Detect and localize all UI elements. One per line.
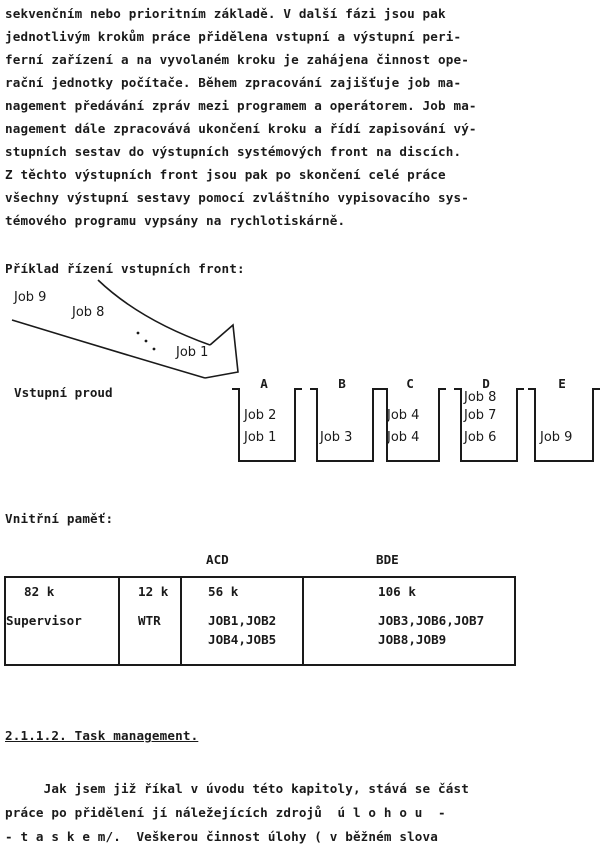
memory-size: 56 k [208, 584, 239, 599]
ellipsis-dot [137, 332, 140, 335]
memory-header-bde: BDE [376, 552, 399, 567]
table-row [5, 577, 515, 665]
queue-name: E [558, 376, 566, 391]
stream-job: Job 1 [176, 345, 209, 360]
queue-job: Job 3 [320, 430, 353, 445]
text-line: sekvenčním nebo prioritním základě. V další fázi jsou pak [5, 6, 446, 21]
queue-box-b [316, 388, 374, 462]
queue-job: Job 2 [244, 408, 277, 423]
memory-size: 12 k [138, 584, 169, 599]
memory-cell-acd [181, 577, 303, 665]
ellipsis-dot [153, 348, 156, 351]
text-line: nagement předávání zpráv mezi programem a operátorem. Job ma- [5, 98, 477, 113]
queue-job: Job 4 [387, 408, 420, 423]
stream-job: Job 9 [14, 290, 47, 305]
queue-name: C [406, 376, 414, 391]
text-line: Z těchto výstupních front jsou pak po skončení celé práce [5, 167, 446, 182]
queue-job: Job 9 [540, 430, 573, 445]
queue-box-e [534, 388, 594, 462]
text-line: jednotlivým krokům práce přidělena vstupní a výstupní peri- [5, 29, 462, 44]
text-line: Jak jsem již říkal v úvodu této kapitoly, stává se část [5, 781, 469, 796]
section-heading: 2.1.1.2. Task management. [5, 728, 199, 743]
memory-cell-wtr [119, 577, 181, 665]
queue-job: Job 4 [387, 430, 420, 445]
arrow-head [205, 325, 238, 378]
memory-heading: Vnitřní paměť: [5, 511, 114, 526]
queue-name: B [338, 376, 346, 391]
memory-cell-supervisor [5, 577, 119, 665]
text-line: práce po přidělení jí náležejících zdrojů ú l o h o u - [5, 805, 446, 820]
memory-region-label: WTR [138, 613, 161, 628]
stream-job: Job 8 [72, 305, 105, 320]
memory-cell-bde [303, 577, 515, 665]
memory-jobs: JOB3,JOB6,JOB7 [378, 613, 485, 628]
memory-size: 106 k [378, 584, 416, 599]
queue-job: Job 8 [464, 390, 497, 405]
text-line: rační jednotky počítače. Během zpracování zajišťuje job ma- [5, 75, 462, 90]
input-stream-label: Vstupní proud [14, 385, 113, 400]
queue-name: A [260, 376, 268, 391]
memory-table [4, 576, 516, 666]
queue-name: D [482, 376, 490, 391]
queue-job: Job 6 [464, 430, 497, 445]
queue-job: Job 1 [244, 430, 277, 445]
text-line: všechny výstupní sestavy pomocí zvláštního vypisovacího sys- [5, 190, 469, 205]
memory-region-label: Supervisor [6, 613, 82, 628]
text-line: stupních sestav do výstupních systémových front na discích. [5, 144, 462, 159]
memory-size: 82 k [24, 584, 55, 599]
queue-job: Job 7 [464, 408, 497, 423]
memory-header-acd: ACD [206, 552, 229, 567]
text-line: - t a s k e m/. Veškerou činnost úlohy ( v běžném slova [5, 829, 438, 844]
memory-jobs: JOB1,JOB2 [208, 613, 277, 628]
ellipsis-dot [145, 340, 148, 343]
memory-jobs: JOB4,JOB5 [208, 632, 277, 647]
text-line: ferní zařízení a na vyvolaném kroku je zahájena činnost ope- [5, 52, 469, 67]
text-line: nagement dále zpracovává ukončení kroku a řídí zapisování vý- [5, 121, 477, 136]
example-heading: Příklad řízení vstupních front: [5, 261, 245, 276]
queue-box-a [238, 388, 296, 462]
memory-jobs: JOB8,JOB9 [378, 632, 447, 647]
queue-box-c [386, 388, 440, 462]
arrow-upper-curve [98, 280, 210, 345]
text-line: témového programu vypsány na rychlotiskárně. [5, 213, 346, 228]
